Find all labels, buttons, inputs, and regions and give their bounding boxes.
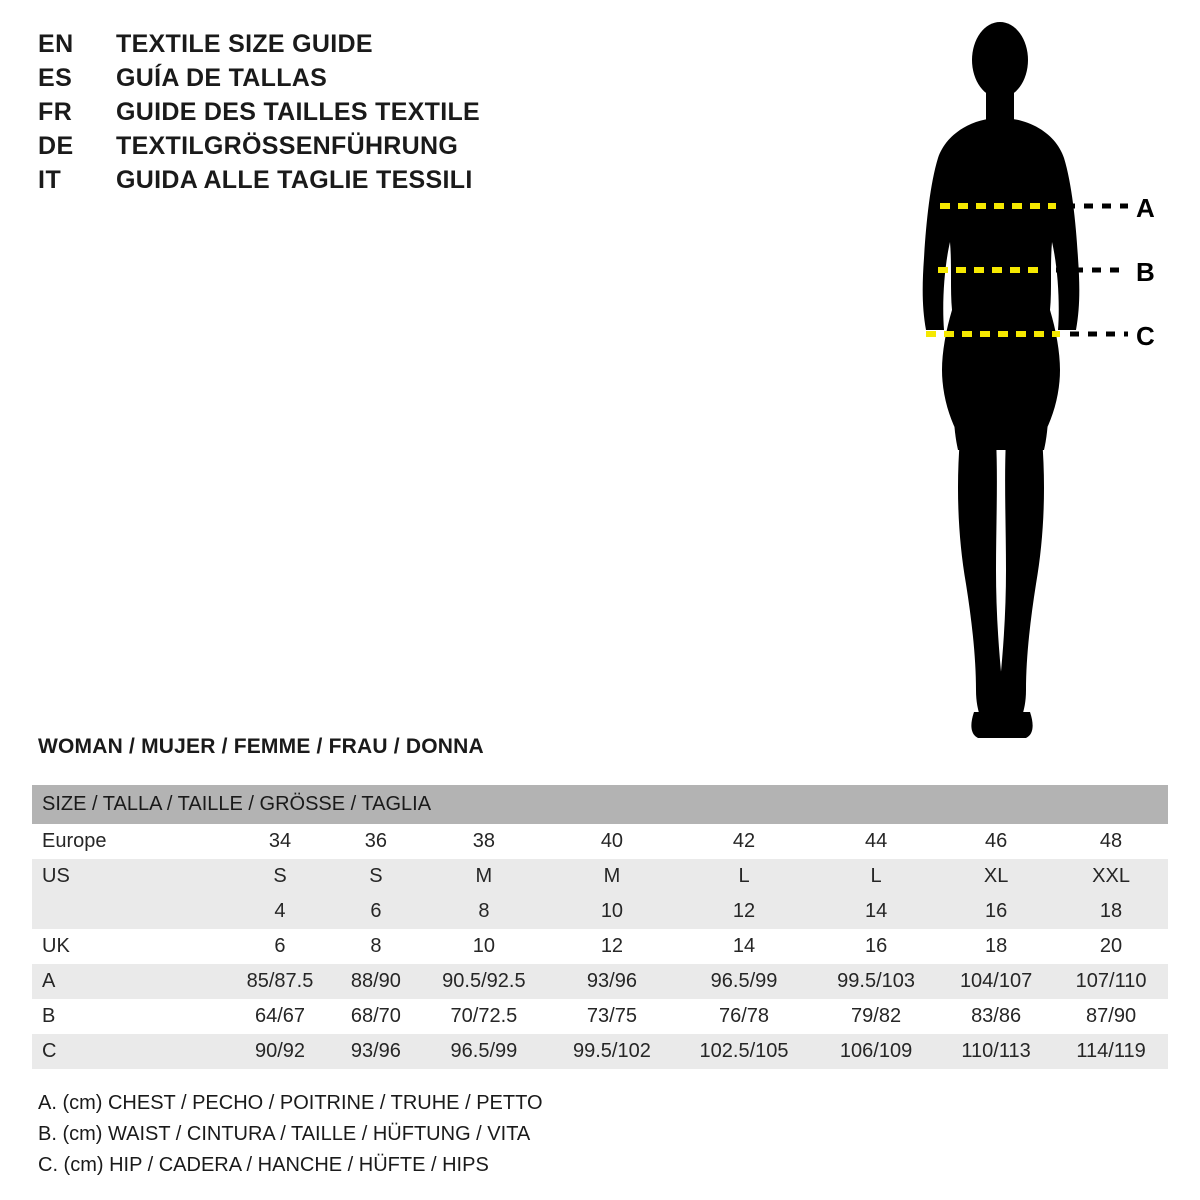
- table-cell: 106/109: [814, 1034, 938, 1069]
- row-label: [32, 894, 226, 929]
- table-cell: 14: [674, 929, 814, 964]
- row-label: US: [32, 859, 226, 894]
- language-row-fr: [38, 98, 480, 132]
- table-cell: 87/90: [1054, 999, 1168, 1034]
- language-code: EN: [38, 30, 74, 58]
- table-header-label: SIZE / TALLA / TAILLE / GRÖSSE / TAGLIA: [32, 785, 1168, 824]
- language-title: GUÍA DE TALLAS: [116, 64, 328, 92]
- table-cell: XXL: [1054, 859, 1168, 894]
- table-cell: 38: [418, 824, 550, 859]
- table-cell: M: [550, 859, 674, 894]
- section-title: WOMAN / MUJER / FEMME / FRAU / DONNA: [38, 735, 484, 758]
- footnote-chest: A. (cm) CHEST / PECHO / POITRINE / TRUHE / PETTO: [38, 1092, 543, 1114]
- table-cell: 104/107: [938, 964, 1054, 999]
- table-row: [32, 859, 1168, 894]
- table-cell: 6: [334, 894, 418, 929]
- table-cell: XL: [938, 859, 1054, 894]
- table-row: [32, 999, 1168, 1034]
- table-cell: 99.5/103: [814, 964, 938, 999]
- hip-marker-label: C: [1136, 321, 1155, 351]
- table-cell: 8: [334, 929, 418, 964]
- table-cell: 10: [550, 894, 674, 929]
- table-cell: 102.5/105: [674, 1034, 814, 1069]
- table-cell: 76/78: [674, 999, 814, 1034]
- language-row-es: [38, 64, 480, 98]
- language-row-de: [38, 132, 480, 166]
- table-cell: 96.5/99: [674, 964, 814, 999]
- table-cell: 16: [814, 929, 938, 964]
- table-cell: 107/110: [1054, 964, 1168, 999]
- language-code: ES: [38, 64, 73, 92]
- language-title: TEXTILGRÖSSENFÜHRUNG: [116, 132, 459, 160]
- measurement-guides: [860, 18, 1180, 748]
- table-cell: 68/70: [334, 999, 418, 1034]
- table-cell: 14: [814, 894, 938, 929]
- table-cell: 40: [550, 824, 674, 859]
- language-code: DE: [38, 132, 74, 160]
- size-table: [32, 785, 1168, 1069]
- table-cell: 90.5/92.5: [418, 964, 550, 999]
- table-cell: 79/82: [814, 999, 938, 1034]
- table-cell: 114/119: [1054, 1034, 1168, 1069]
- row-label: B: [32, 999, 226, 1034]
- table-cell: 88/90: [334, 964, 418, 999]
- footnote-waist: B. (cm) WAIST / CINTURA / TAILLE / HÜFTUNG / VITA: [38, 1123, 531, 1145]
- row-label: C: [32, 1034, 226, 1069]
- table-cell: 18: [1054, 894, 1168, 929]
- table-row: [32, 929, 1168, 964]
- table-cell: L: [814, 859, 938, 894]
- table-cell: 85/87.5: [226, 964, 334, 999]
- table-cell: 99.5/102: [550, 1034, 674, 1069]
- footnote-hip: C. (cm) HIP / CADERA / HANCHE / HÜFTE / HIPS: [38, 1154, 489, 1176]
- language-row-en: [38, 30, 480, 64]
- table-cell: 8: [418, 894, 550, 929]
- table-cell: 93/96: [550, 964, 674, 999]
- table-cell: 12: [550, 929, 674, 964]
- table-cell: 36: [334, 824, 418, 859]
- table-cell: 18: [938, 929, 1054, 964]
- language-code: IT: [38, 166, 62, 194]
- table-row: [32, 1034, 1168, 1069]
- table-cell: 12: [674, 894, 814, 929]
- language-code: FR: [38, 98, 73, 126]
- language-title: GUIDE DES TAILLES TEXTILE: [116, 98, 481, 126]
- table-cell: 6: [226, 929, 334, 964]
- table-cell: 83/86: [938, 999, 1054, 1034]
- table-cell: 10: [418, 929, 550, 964]
- table-row: [32, 894, 1168, 929]
- table-cell: 4: [226, 894, 334, 929]
- table-cell: 64/67: [226, 999, 334, 1034]
- language-title: TEXTILE SIZE GUIDE: [116, 30, 373, 58]
- row-label: A: [32, 964, 226, 999]
- table-cell: M: [418, 859, 550, 894]
- table-cell: L: [674, 859, 814, 894]
- footnotes-block: [38, 1088, 543, 1181]
- table-cell: 110/113: [938, 1034, 1054, 1069]
- table-cell: 90/92: [226, 1034, 334, 1069]
- language-row-it: [38, 166, 480, 200]
- table-cell: 42: [674, 824, 814, 859]
- table-cell: 96.5/99: [418, 1034, 550, 1069]
- table-cell: 20: [1054, 929, 1168, 964]
- waist-marker-label: B: [1136, 257, 1155, 287]
- language-title-block: [38, 30, 480, 200]
- table-cell: 93/96: [334, 1034, 418, 1069]
- table-row: [32, 824, 1168, 859]
- table-header-row: [32, 785, 1168, 824]
- table-cell: 16: [938, 894, 1054, 929]
- table-cell: 34: [226, 824, 334, 859]
- table-row: [32, 964, 1168, 999]
- table-cell: S: [226, 859, 334, 894]
- table-cell: 70/72.5: [418, 999, 550, 1034]
- table-cell: 44: [814, 824, 938, 859]
- row-label: Europe: [32, 824, 226, 859]
- chest-marker-label: A: [1136, 193, 1155, 223]
- table-cell: 48: [1054, 824, 1168, 859]
- language-title: GUIDA ALLE TAGLIE TESSILI: [116, 166, 473, 194]
- table-cell: 46: [938, 824, 1054, 859]
- table-cell: S: [334, 859, 418, 894]
- table-cell: 73/75: [550, 999, 674, 1034]
- row-label: UK: [32, 929, 226, 964]
- female-body-figure: [860, 18, 1180, 748]
